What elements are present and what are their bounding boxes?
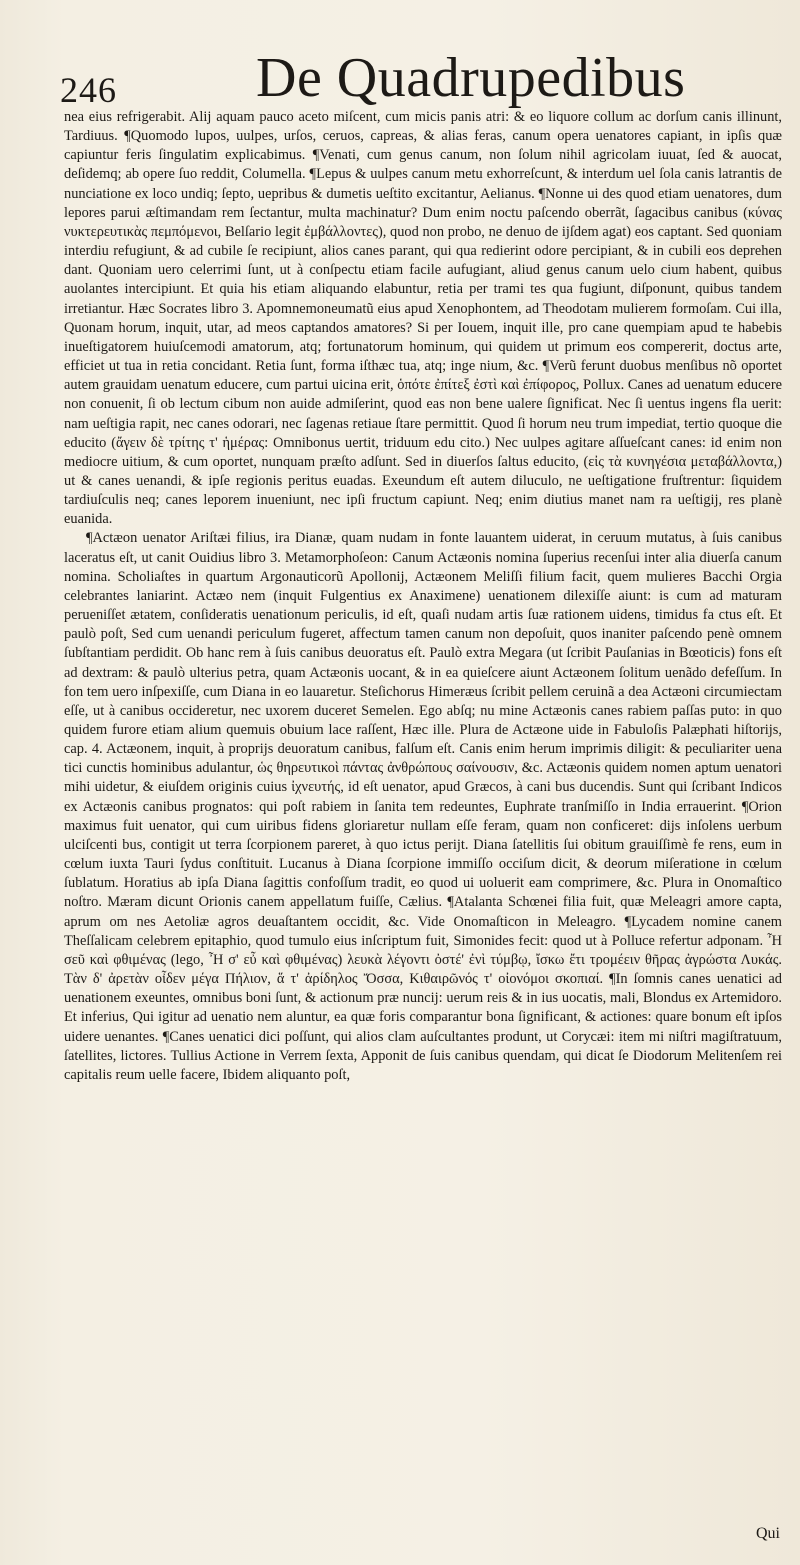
catchword: Qui xyxy=(756,1525,780,1542)
body-text xyxy=(64,108,782,1085)
running-title: De Quadrupedibus xyxy=(256,47,686,109)
page-number: 246 xyxy=(60,70,117,110)
paragraph-hunting-dogs: nea eius refrigerabit. Alij aquam pauco aceto miſcent, cum micis panis atri: & eo liquore collum ac dorſum canis illinunt, Tardiuus. ¶Quomodo lupos, uulpes, urſos, ceruos, capreas, & alias feras, canum opera uenatores capiant, in ipſis quæ capiuntur feris ſingulatim explicabimus. ¶Venati, cum genus canum, non ſolum nihil agricolam iuuat, ſed & auocat, deſidemq; ab opere ſuo reddit, Columella. ¶Lepus & uulpes canum metu exhorreſcunt, & interdum uel ſola canis latrantis de nunciatione ex loco undiq; ſepto, uepribus & dumetis ueſtito excitantur, Aelianus. ¶Nonne ui des quod etiam uenatores, dum lepores parui æſtimandam rem ſectantur, multa machinatur? Dum enim noctu paſcendo oberrãt, ſagacibus canibus (κύνας νυκτερευτικὰς πεμπόμενοι, Belſario legit ἐμβάλλοντες), quod non probo, ne denuo de ijſdem agat) eos captant. Sed quoniam interdiu refugiunt, & ad cubile ſe recipiunt, alios canes parant, qui qua redierint odore percipiant, & in cubili eos deprehen dant. Quoniam uero celerrimi ſunt, ut à conſpectu etiam facile aufugiant, aliud genus canum uelo cium habent, quibus auolantes intercipiunt. Et quia his etiam aliquando elabuntur, retia per trami tes qua fugiunt, diſponunt, quibus tandem irretiantur. Hæc Socrates libro 3. Apomnemoneumatũ eius apud Xenophontem, ad Theodotam mulierem formoſam. Cui illa, Quonam horum, inquit, utar, ad meos captandos amatores? Si per Iouem, inquit ille, pro cane quempiam apud te habebis inueſtigatorem huiuſcemodi amatorum, atq; fortunatorum hominum, qui quidem ut primum eos compererit, doctus arte, efficiet ut tua in retia concidant. Retia ſunt, forma iſthæc tua, atq; inge nium, &c. ¶Verũ ferunt duobus menſibus nõ oportet autem grauidam uenatum educere, cum partui uicina erit, ὁπότε ἐπίτεξ ἐστὶ καὶ ἐπίφορος, Pollux. Canes ad uenatum educere non conuenit, ſi ob lectum cibum non auide admiſerint, quod eas non bene ualere ſignificat. Nec ſi uentus ingens fla uerit: nam ueſtigia rapit, nec canes odorari, nec ſagenas retiaue ſtare permittit. Quod ſi horum neu trum impediat, tertio quoque die educito (ἄγειν δὲ τρίτης τ' ἡμέρας: Omnibonus uertit, triduum edu cito.) Nec uulpes agitare aſſueſcant canes: id enim non mediocre uitium, & cum oportet, nunquam præſto adſunt. Sed in diuerſos ſaltus educito, (εἰς τὰ κυνηγέσια μεταβάλλοντα,) ut & canes uenandi, & ipſe regionis peritus euadas. Exeundum eſt autem diluculo, ne ueſtigatione fruſtrentur: ſiquidem tardiuſculis neq; canes leporem inueniunt, nec ipſi fructum capiunt. Neq; enim diutius manet nam ra ueſtigij, res planè euanida. xyxy=(64,109,782,528)
page-header xyxy=(60,44,780,108)
paragraph-actaeon: ¶Actæon uenator Ariſtæi filius, ira Dianæ, quam nudam in fonte lauantem uiderat, in ceruum mutatus, à ſuis canibus laceratus eſt, ut canit Ouidius libro 3. Metamorphoſeon: Canum Actæonis nomina ſuperius recenſui inter alia diuerſa canum nomina. Scholiaſtes in quartum Argonauticorũ Apollonij, Actæonem Meliſſi filium facit, quem mulieres Bacchi Orgia celebrantes laniarint. Actæo nem (inquit Fulgentius ex Anaximene) uenationem dilexiſſe aiunt: is cum ad maturam perueniſſet ætatem, conſideratis uenationum periculis, id eſt, quaſi nudam artis ſuæ rationem uidens, timidus fa ctus eſt. Et paulò poſt, Sed cum uenandi periculum fugeret, affectum tamen canum non depoſuit, quos inaniter paſcendo penè omnem ſubſtantiam perdidit. Ob hanc rem à ſuis canibus deuoratus eſt. Paulò extra Megara (ut ſcribit Pauſanias in Bœoticis) fons eſt ad dextram: & paulò ulterius petra, quam Actæonis uocant, & in ea quieſcere aiunt Actæonem ſolitum uenãdo defeſſum. In fon tem uero inſpexiſſe, cum Diana in eo lauaretur. Steſichorus Himeræus ſcribit pellem ceruinã a dea Actæoni circumiectam eſſe, ut à canibus occideretur, nec uxorem duceret Semelen. Ego abſq; nu mine Actæonis canes rabiem paſſas puto: in quo quidem furore etiam alium quemuis obuium lace raſſent, Hæc ille. Plura de Actæone uide in Fabuloſis Palæphati hiſtorijs, cap. 4. Actæonem, inquit, à proprijs deuoratum canibus, falſum eſt. Canis enim herum imprimis diligit: & peculiariter uena tici cunctis hominibus adulantur, ὡς θηρευτικοὶ πάντας ἀνθρώπους σαίνουσιν, &c. Actæonis quidem nomen aptum uenatori mihi uidetur, & eiuſdem originis cuius ἰχνευτής, id eſt uenator, apud Græcos, à cani bus ducendis. Sunt qui ſcribant Indicos ex Actæonis canibus prognatos: qui poſt rabiem in ſanita tem redeuntes, Euphrate tranſmiſſo in India errauerint. ¶Orion maximus fuit uenator, qui cum uiribus fidens gloriaretur nullam eſſe feram, quam non conficeret: dijs inſolens uerbum ulciſcenti bus, contigit ut terra ſcorpionem pareret, à quo ictus perijt. Diana ſatellitis ſui obitum grauiſſimè fe rens, eum in cœlum iuxta Tauri ſydus conſtituit. Lucanus à Diana ſcorpione immiſſo occiſum dicit, & deorum miſeratione in cœlum ſublatum. Horatius ab ipſa Diana ſagittis confoſſum tradit, eo quod ui uoluerit eam comprimere, &c. Plura in Onomaſtico noſtro. Mæram dicunt Orionis canem appellatum fuiſſe, Cælius. ¶Atalanta Schœnei filia fuit, quæ Meleagri amore capta, aprum om nes Aetoliæ agros deuaſtantem occidit, &c. Vide Onomaſticon in Meleagro. ¶Lycadem nomine canem Theſſalicam celebrem epitaphio, quod tumulo eius inſcriptum fuit, Simonides fecit: quod ut à Polluce refertur adponam. Ἦ σεῦ καὶ φθιμένας (lego, Ἦ σ' εὖ καὶ φθιμένας) λευκὰ λέγοντι ὀστέ' ἐνὶ τύμβῳ, ἴσκω ἔτι τρομέειν θῆρας ἀγρώστα Λυκάς. Τὰν δ' ἀρετὰν οἶδεν μέγα Πήλιον, ἅ τ' ἀρίδηλος Ὄσσα, Κιθαιρῶνός τ' οἰονόμοι σκοπιαί. ¶In ſomnis canes uenatici ad uenationem exeuntes, omnibus boni ſunt, & actionum præ nuncij: uerum reis & in ius uocatis, mali, Blondus ex Artemidoro. Et inferius, Qui igitur ad uenatio nem aluntur, ea quæ foris comparantur bona ſignificant, & actiones: quare bonum eſt ipſos uidere uenantes. ¶Canes uenatici dici poſſunt, qui alios clam auſcultantes produnt, ut Corycæi: item mi niſtri magiſtratuum, ſatellites, lictores. Tullius Actione in Verrem ſexta, Apponit de ſuis canibus quendam, qui dicat ſe Diodorum Melitenſem rei capitalis reum uelle facere, Ibidem aliquanto poſt, xyxy=(64,530,782,1083)
